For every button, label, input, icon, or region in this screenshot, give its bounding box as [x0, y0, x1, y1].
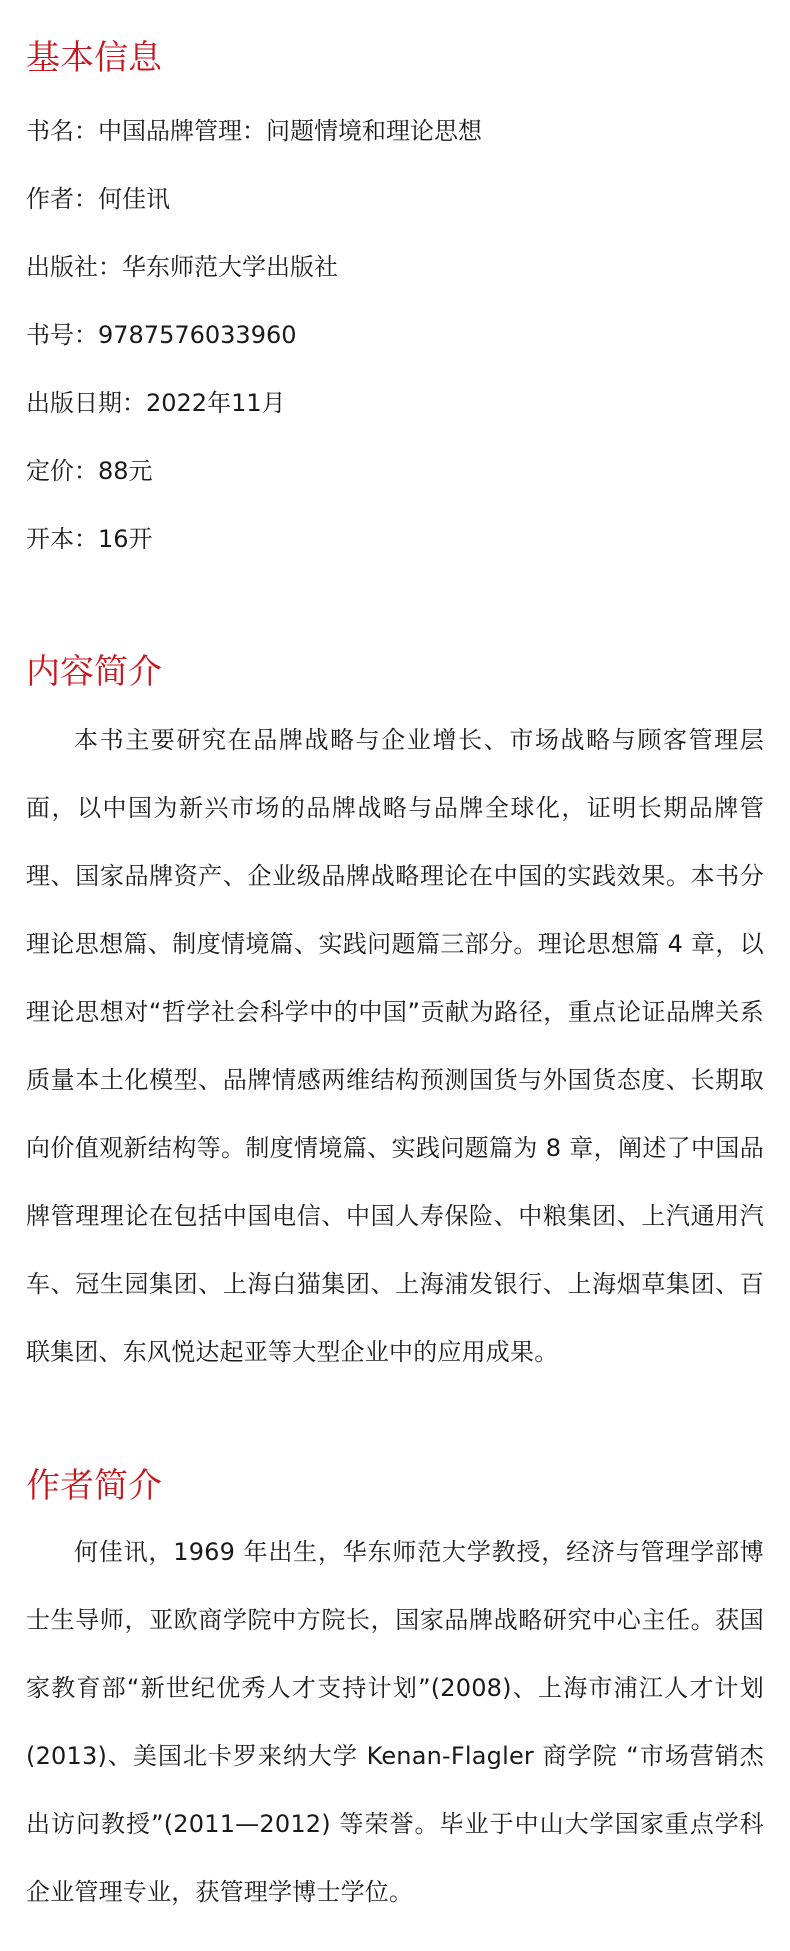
info-isbn: 书号：9787576033960: [26, 321, 297, 349]
info-book-title: 书名：中国品牌管理：问题情境和理论思想: [26, 117, 482, 145]
info-format: 开本：16开: [26, 525, 153, 553]
author-intro-heading: 作者简介: [26, 1466, 162, 1506]
info-author: 作者：何佳讯: [26, 185, 170, 213]
basic-info-heading: 基本信息: [26, 38, 162, 78]
info-publish-date: 出版日期：2022年11月: [26, 389, 286, 417]
info-price: 定价：88元: [26, 457, 153, 485]
author-intro-paragraph: 何佳讯，1969 年出生，华东师范大学教授，经济与管理学部博士生导师，亚欧商学院中方院长，国家品牌战略研究中心主任。获国家教育部“新世纪优秀人才支持计划”(2008)、上海市浦江人才计划(2013)、美国北卡罗来纳大学 Kenan-Flagler 商学院 “市场营销杰出访问教授”(2011—2012) 等荣誉。毕业于中山大学国家重点学科企业管理专业，获管理学博士学位。: [26, 1538, 764, 1906]
content-intro-heading: 内容简介: [26, 652, 162, 692]
content-intro-paragraph: 本书主要研究在品牌战略与企业增长、市场战略与顾客管理层面，以中国为新兴市场的品牌战略与品牌全球化，证明长期品牌管理、国家品牌资产、企业级品牌战略理论在中国的实践效果。本书分理论思想篇、制度情境篇、实践问题篇三部分。理论思想篇 4 章，以理论思想对“哲学社会科学中的中国”贡献为路径，重点论证品牌关系质量本土化模型、品牌情感两维结构预测国货与外国货态度、长期取向价值观新结构等。制度情境篇、实践问题篇为 8 章，阐述了中国品牌管理理论在包括中国电信、中国人寿保险、中粮集团、上汽通用汽车、冠生园集团、上海白猫集团、上海浦发银行、上海烟草集团、百联集团、东风悦达起亚等大型企业中的应用成果。: [26, 726, 764, 1366]
info-publisher: 出版社：华东师范大学出版社: [26, 253, 338, 281]
